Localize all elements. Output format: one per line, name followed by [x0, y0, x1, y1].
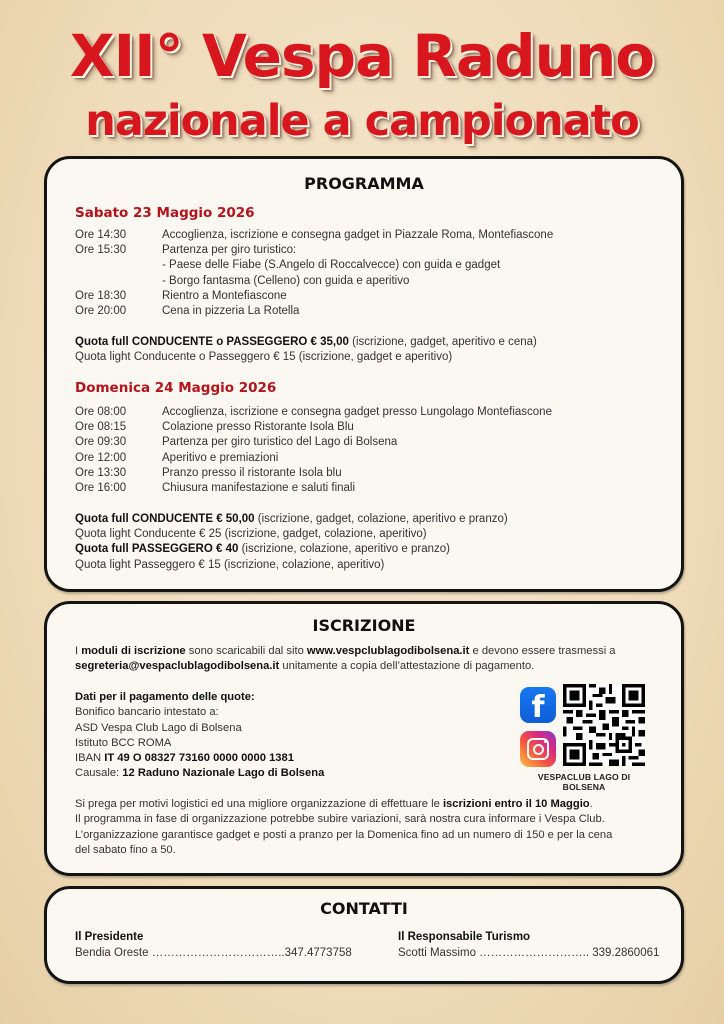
note-line: Si prega per motivi logistici ed una migliore organizzazione di effettuare le iscrizioni entro il 10 Maggio.: [75, 798, 593, 810]
website-link[interactable]: www.vespclublagodibolsena.it: [306, 645, 470, 657]
sunday-quotes: [75, 512, 508, 573]
day-saturday-title: Sabato 23 Maggio 2026: [75, 205, 255, 221]
contact-phone-line: Bendia Oreste ……………………………..347.4773758: [75, 947, 352, 959]
note-line: del sabato fino a 50.: [75, 843, 176, 856]
payment-heading: Dati per il pagamento delle quote:: [75, 691, 255, 703]
email-link[interactable]: segreteria@vespaclublagodibolsena.it: [75, 660, 280, 673]
qr-label: VESPACLUB LAGO DI BOLSENA: [537, 772, 631, 792]
iscrizione-title: ISCRIZIONE: [312, 616, 416, 635]
payment-details: [75, 690, 324, 782]
causale-line: Causale: 12 Raduno Nazionale Lago di Bolsena: [75, 767, 325, 780]
iban-line: IBAN IT 49 O 08327 73160 0000 0000 1381: [75, 752, 294, 765]
facebook-icon[interactable]: f: [520, 687, 556, 723]
saturday-quotes: [75, 335, 537, 365]
social-block: [517, 684, 657, 792]
contatti-title: CONTATTI: [320, 899, 408, 918]
quote-line: Quota full CONDUCENTE o PASSEGGERO € 35,00 (iscrizione, gadget, aperitivo e cena): [75, 336, 537, 348]
payment-line: Istituto BCC ROMA: [75, 736, 172, 749]
schedule-row: Ore 20:00 Cena in pizzeria La Rotella: [75, 305, 300, 318]
day-sunday-title: Domenica 24 Maggio 2026: [75, 380, 277, 396]
contact-president: [75, 929, 352, 961]
contact-role: Il Presidente: [75, 931, 144, 943]
quote-line: Quota light Passeggero € 15 (iscrizione, colazione, aperitivo): [75, 558, 385, 571]
poster-subtitle: nazionale a campionato: [85, 96, 639, 146]
programma-title: PROGRAMMA: [304, 174, 424, 193]
sunday-schedule: [75, 405, 552, 496]
quote-line: Quota full PASSEGGERO € 40 (iscrizione, colazione, aperitivo e pranzo): [75, 543, 450, 556]
schedule-row: Ore 14:30 Accoglienza, iscrizione e consegna gadget in Piazzale Roma, Montefiascone: [75, 229, 554, 241]
quote-line: Quota light Conducente o Passeggero € 15 (iscrizione, gadget e aperitivo): [75, 351, 453, 364]
schedule-row: Ore 16:00 Chiusura manifestazione e saluti finali: [75, 482, 356, 495]
iscrizione-intro: I moduli di iscrizione sono scaricabili dal sito www.vespclublagodibolsena.it e devono essere trasmessi a segreteria@vespaclublagodibolsena.it unitamente a copia dell’attestazione di pagamento.: [75, 645, 616, 673]
qr-code-icon[interactable]: [563, 684, 645, 766]
contact-tourism-manager: [398, 929, 659, 961]
schedule-row: Ore 08:00 Accoglienza, iscrizione e consegna gadget presso Lungolago Montefiascone: [75, 406, 552, 418]
schedule-row: Ore 15:30 Partenza per giro turistico:: [75, 244, 297, 257]
schedule-row: - Paese delle Fiabe (S.Angelo di Roccalvecce) con guida e gadget: [162, 259, 501, 272]
schedule-row: Ore 13:30 Pranzo presso il ristorante Isola blu: [75, 466, 342, 479]
schedule-row: Ore 09:30 Partenza per giro turistico del Lago di Bolsena: [75, 436, 398, 449]
instagram-icon[interactable]: [520, 731, 556, 767]
schedule-row: - Borgo fantasma (Celleno) con guida e aperitivo: [162, 274, 410, 287]
contact-phone-line: Scotti Massimo ……………………….. 339.2860061: [398, 947, 660, 959]
payment-line: Bonifico bancario intestato a:: [75, 706, 219, 719]
schedule-row: Ore 12:00 Aperitivo e premiazioni: [75, 451, 279, 464]
note-line: L’organizzazione garantisce gadget e posti a pranzo per la Domenica fino ad un numero di 150 e per la cena: [75, 828, 613, 841]
schedule-row: Ore 08:15 Colazione presso Ristorante Isola Blu: [75, 421, 354, 434]
note-line: Il programma in fase di organizzazione potrebbe subire variazioni, sarà nostra cura informare i Vespa Club.: [75, 813, 605, 826]
iscrizione-section: [44, 601, 684, 876]
contact-role: Il Responsabile Turismo: [398, 931, 531, 943]
programma-section: [44, 156, 684, 592]
quote-line: Quota light Conducente € 25 (iscrizione, gadget, colazione, aperitivo): [75, 528, 427, 541]
poster-title: XII° Vespa Raduno: [69, 22, 655, 90]
payment-line: ASD Vespa Club Lago di Bolsena: [75, 721, 242, 734]
contatti-section: [44, 886, 684, 984]
quote-line: Quota full CONDUCENTE € 50,00 (iscrizione, gadget, colazione, aperitivo e pranzo): [75, 513, 508, 525]
iscrizione-notes: [75, 797, 675, 858]
schedule-row: Ore 18:30 Rientro a Montefiascone: [75, 289, 287, 302]
saturday-schedule: [75, 228, 553, 319]
